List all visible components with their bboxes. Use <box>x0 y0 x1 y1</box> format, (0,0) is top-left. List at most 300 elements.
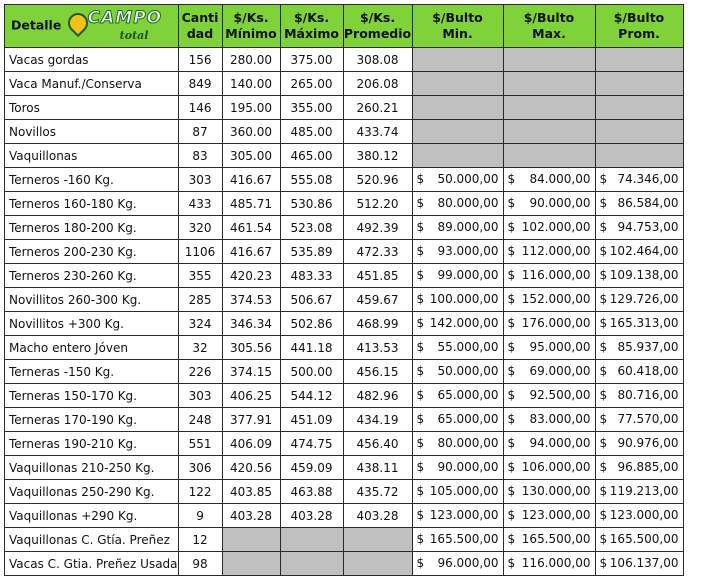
cell-bulto-max <box>503 216 595 240</box>
currency-symbol: $ <box>599 172 608 186</box>
cell-detalle: Toros <box>5 96 179 120</box>
amount-value: 65.000,00 <box>437 412 499 426</box>
cell-bulto-min <box>412 384 503 408</box>
cell-kg-max: 555.08 <box>280 168 343 192</box>
cell-kg-max: 502.86 <box>280 312 343 336</box>
amount-value: 84.000,00 <box>529 172 591 186</box>
cell-empty <box>503 120 595 144</box>
cell-empty <box>595 120 683 144</box>
cell-kg-max: 535.89 <box>280 240 343 264</box>
cell-detalle: Terneros -160 Kg. <box>5 168 179 192</box>
currency-symbol: $ <box>507 316 516 330</box>
cell-kg-min: 406.25 <box>222 384 280 408</box>
currency-symbol: $ <box>416 244 425 258</box>
cell-bulto-max <box>503 480 595 504</box>
cell-bulto-avg <box>595 384 683 408</box>
cell-kg-max: 544.12 <box>280 384 343 408</box>
logo-total-text: total <box>119 29 149 42</box>
cell-detalle: Vaquillonas C. Gtía. Preñez <box>5 528 179 552</box>
cell-kg-max: 483.33 <box>280 264 343 288</box>
cell-bulto-max <box>503 504 595 528</box>
cell-cantidad: 83 <box>178 144 222 168</box>
header-detalle <box>5 5 179 48</box>
table-row <box>5 120 684 144</box>
cell-kg-avg: 468.99 <box>343 312 412 336</box>
cell-kg-min: 416.67 <box>222 240 280 264</box>
amount-value: 123.000,00 <box>429 508 499 522</box>
cell-cantidad: 87 <box>178 120 222 144</box>
cell-kg-avg: 380.12 <box>343 144 412 168</box>
cell-kg-avg: 520.96 <box>343 168 412 192</box>
table-row <box>5 96 684 120</box>
currency-symbol: $ <box>416 292 425 306</box>
cell-empty <box>412 144 503 168</box>
cell-empty <box>595 96 683 120</box>
currency-symbol: $ <box>599 436 608 450</box>
header-row <box>5 5 684 48</box>
cell-kg-max: 500.00 <box>280 360 343 384</box>
cell-kg-min: 195.00 <box>222 96 280 120</box>
amount-value: 165.500,00 <box>521 532 591 546</box>
currency-symbol: $ <box>416 364 425 378</box>
amount-value: 99.000,00 <box>437 268 499 282</box>
amount-value: 93.000,00 <box>437 244 499 258</box>
cell-cantidad: 226 <box>178 360 222 384</box>
cell-kg-avg: 206.08 <box>343 72 412 96</box>
header-detalle-label: Detalle <box>11 17 62 33</box>
table-row <box>5 240 684 264</box>
cell-bulto-min <box>412 192 503 216</box>
cell-empty <box>595 144 683 168</box>
table-row <box>5 168 684 192</box>
table-row <box>5 552 684 576</box>
cell-empty <box>595 48 683 72</box>
cell-kg-min: 403.28 <box>222 504 280 528</box>
cell-bulto-max <box>503 528 595 552</box>
cell-kg-min: 403.85 <box>222 480 280 504</box>
cell-bulto-avg <box>595 504 683 528</box>
cell-kg-min: 374.15 <box>222 360 280 384</box>
cell-kg-max: 375.00 <box>280 48 343 72</box>
cell-kg-avg: 456.40 <box>343 432 412 456</box>
cell-kg-min: 305.00 <box>222 144 280 168</box>
cell-bulto-min <box>412 312 503 336</box>
cell-bulto-min <box>412 360 503 384</box>
cell-cantidad: 32 <box>178 336 222 360</box>
amount-value: 119.213,00 <box>609 484 679 498</box>
cell-detalle: Vaquillonas 210-250 Kg. <box>5 456 179 480</box>
currency-symbol: $ <box>599 340 608 354</box>
amount-value: 176.000,00 <box>521 316 591 330</box>
cell-detalle: Novillitos 260-300 Kg. <box>5 288 179 312</box>
currency-symbol: $ <box>599 412 608 426</box>
cell-cantidad: 303 <box>178 168 222 192</box>
cell-empty <box>412 72 503 96</box>
cell-kg-avg: 492.39 <box>343 216 412 240</box>
cell-cantidad: 98 <box>178 552 222 576</box>
cell-kg-min: 346.34 <box>222 312 280 336</box>
cell-kg-avg: 459.67 <box>343 288 412 312</box>
table-row <box>5 456 684 480</box>
currency-symbol: $ <box>599 268 608 282</box>
currency-symbol: $ <box>416 412 425 426</box>
cell-bulto-max <box>503 456 595 480</box>
table-row <box>5 144 684 168</box>
currency-symbol: $ <box>507 172 516 186</box>
cell-bulto-avg <box>595 288 683 312</box>
cell-kg-min: 420.23 <box>222 264 280 288</box>
cell-cantidad: 355 <box>178 264 222 288</box>
price-table <box>4 4 684 576</box>
currency-symbol: $ <box>507 412 516 426</box>
currency-symbol: $ <box>507 508 516 522</box>
cell-bulto-min <box>412 528 503 552</box>
cell-bulto-avg <box>595 432 683 456</box>
cell-detalle: Macho entero Jóven <box>5 336 179 360</box>
currency-symbol: $ <box>507 556 516 570</box>
cell-cantidad: 285 <box>178 288 222 312</box>
cell-bulto-max <box>503 168 595 192</box>
amount-value: 90.976,00 <box>617 436 679 450</box>
currency-symbol: $ <box>599 508 608 522</box>
cell-detalle: Vaquillonas 250-290 Kg. <box>5 480 179 504</box>
cell-detalle: Terneros 180-200 Kg. <box>5 216 179 240</box>
cell-kg-max: 463.88 <box>280 480 343 504</box>
cell-bulto-max <box>503 264 595 288</box>
cell-bulto-max <box>503 432 595 456</box>
amount-value: 86.584,00 <box>617 196 679 210</box>
currency-symbol: $ <box>416 460 425 474</box>
table-row <box>5 216 684 240</box>
currency-symbol: $ <box>599 292 608 306</box>
currency-symbol: $ <box>599 196 608 210</box>
cell-kg-max: 403.28 <box>280 504 343 528</box>
currency-symbol: $ <box>416 436 425 450</box>
header-kg-avg: $/Ks. Promedio <box>343 5 412 48</box>
cell-empty <box>343 552 412 576</box>
amount-value: 109.138,00 <box>609 268 679 282</box>
cell-bulto-avg <box>595 336 683 360</box>
amount-value: 80.716,00 <box>617 388 679 402</box>
cell-cantidad: 146 <box>178 96 222 120</box>
amount-value: 50.000,00 <box>437 364 499 378</box>
amount-value: 92.500,00 <box>529 388 591 402</box>
table-row <box>5 528 684 552</box>
currency-symbol: $ <box>416 172 425 186</box>
cell-kg-max: 441.18 <box>280 336 343 360</box>
header-bulto-max: $/Bulto Max. <box>503 5 595 48</box>
cell-kg-max: 485.00 <box>280 120 343 144</box>
cell-kg-max: 506.67 <box>280 288 343 312</box>
currency-symbol: $ <box>416 340 425 354</box>
table-body <box>5 48 684 576</box>
cell-kg-avg: 472.33 <box>343 240 412 264</box>
cell-bulto-max <box>503 240 595 264</box>
amount-value: 85.937,00 <box>617 340 679 354</box>
cell-bulto-min <box>412 264 503 288</box>
cell-cantidad: 433 <box>178 192 222 216</box>
currency-symbol: $ <box>507 388 516 402</box>
currency-symbol: $ <box>416 268 425 282</box>
cell-bulto-avg <box>595 408 683 432</box>
currency-symbol: $ <box>507 436 516 450</box>
cell-bulto-avg <box>595 264 683 288</box>
cell-kg-max: 459.09 <box>280 456 343 480</box>
cell-cantidad: 324 <box>178 312 222 336</box>
cell-kg-avg: 451.85 <box>343 264 412 288</box>
currency-symbol: $ <box>416 532 425 546</box>
currency-symbol: $ <box>507 292 516 306</box>
cell-empty <box>222 528 280 552</box>
cell-kg-avg: 434.19 <box>343 408 412 432</box>
cell-empty <box>343 528 412 552</box>
cell-bulto-max <box>503 288 595 312</box>
logo-campo-text: CAMPO <box>87 8 163 28</box>
currency-symbol: $ <box>416 196 425 210</box>
table-row <box>5 288 684 312</box>
cell-bulto-max <box>503 360 595 384</box>
cell-kg-avg: 433.74 <box>343 120 412 144</box>
cell-bulto-max <box>503 192 595 216</box>
cell-kg-min: 406.09 <box>222 432 280 456</box>
currency-symbol: $ <box>416 388 425 402</box>
cell-kg-max: 530.86 <box>280 192 343 216</box>
cell-kg-max: 265.00 <box>280 72 343 96</box>
cell-empty <box>222 552 280 576</box>
cell-kg-min: 360.00 <box>222 120 280 144</box>
currency-symbol: $ <box>599 364 608 378</box>
currency-symbol: $ <box>599 388 608 402</box>
cell-kg-min: 374.53 <box>222 288 280 312</box>
cell-bulto-min <box>412 216 503 240</box>
cell-cantidad: 551 <box>178 432 222 456</box>
cell-cantidad: 320 <box>178 216 222 240</box>
table-row <box>5 312 684 336</box>
cell-bulto-min <box>412 456 503 480</box>
cell-bulto-min <box>412 408 503 432</box>
cell-empty <box>595 72 683 96</box>
cell-detalle: Terneros 160-180 Kg. <box>5 192 179 216</box>
cell-bulto-avg <box>595 456 683 480</box>
amount-value: 90.000,00 <box>437 460 499 474</box>
cell-empty <box>280 528 343 552</box>
cell-empty <box>503 144 595 168</box>
currency-symbol: $ <box>507 220 516 234</box>
currency-symbol: $ <box>599 556 608 570</box>
currency-symbol: $ <box>599 484 608 498</box>
cell-empty <box>503 48 595 72</box>
table-row <box>5 48 684 72</box>
amount-value: 94.000,00 <box>529 436 591 450</box>
currency-symbol: $ <box>416 556 425 570</box>
currency-symbol: $ <box>507 340 516 354</box>
currency-symbol: $ <box>599 220 608 234</box>
cell-empty <box>503 96 595 120</box>
currency-symbol: $ <box>507 268 516 282</box>
amount-value: 106.137,00 <box>609 556 679 570</box>
cell-bulto-avg <box>595 216 683 240</box>
table-row <box>5 360 684 384</box>
table-row <box>5 384 684 408</box>
amount-value: 130.000,00 <box>521 484 591 498</box>
cell-detalle: Terneros 230-260 Kg. <box>5 264 179 288</box>
cell-cantidad: 9 <box>178 504 222 528</box>
table-row <box>5 72 684 96</box>
cell-detalle: Terneras 170-190 Kg. <box>5 408 179 432</box>
cell-bulto-min <box>412 552 503 576</box>
amount-value: 112.000,00 <box>521 244 591 258</box>
cell-detalle: Terneras 190-210 Kg. <box>5 432 179 456</box>
amount-value: 55.000,00 <box>437 340 499 354</box>
cell-bulto-avg <box>595 480 683 504</box>
cell-detalle: Novillitos +300 Kg. <box>5 312 179 336</box>
cell-kg-avg: 308.08 <box>343 48 412 72</box>
header-kg-min: $/Ks. Mínimo <box>222 5 280 48</box>
cell-kg-avg: 438.11 <box>343 456 412 480</box>
cell-empty <box>412 96 503 120</box>
amount-value: 96.885,00 <box>617 460 679 474</box>
cell-kg-min: 305.56 <box>222 336 280 360</box>
amount-value: 80.000,00 <box>437 196 499 210</box>
cell-bulto-max <box>503 384 595 408</box>
cell-bulto-min <box>412 288 503 312</box>
amount-value: 50.000,00 <box>437 172 499 186</box>
cell-detalle: Vaca Manuf./Conserva <box>5 72 179 96</box>
table-row <box>5 336 684 360</box>
currency-symbol: $ <box>416 220 425 234</box>
amount-value: 80.000,00 <box>437 436 499 450</box>
amount-value: 129.726,00 <box>609 292 679 306</box>
amount-value: 152.000,00 <box>521 292 591 306</box>
amount-value: 165.313,00 <box>609 316 679 330</box>
amount-value: 105.000,00 <box>429 484 499 498</box>
table-row <box>5 408 684 432</box>
campo-total-logo <box>68 8 163 43</box>
amount-value: 77.570,00 <box>617 412 679 426</box>
amount-value: 94.753,00 <box>617 220 679 234</box>
cell-kg-min: 485.71 <box>222 192 280 216</box>
amount-value: 102.000,00 <box>521 220 591 234</box>
table-row <box>5 504 684 528</box>
amount-value: 116.000,00 <box>521 268 591 282</box>
amount-value: 65.000,00 <box>437 388 499 402</box>
amount-value: 116.000,00 <box>521 556 591 570</box>
cell-detalle: Terneras 150-170 Kg. <box>5 384 179 408</box>
cell-detalle: Terneras -150 Kg. <box>5 360 179 384</box>
cell-kg-max: 355.00 <box>280 96 343 120</box>
cell-detalle: Novillos <box>5 120 179 144</box>
currency-symbol: $ <box>599 532 608 546</box>
currency-symbol: $ <box>599 460 608 474</box>
cell-kg-min: 461.54 <box>222 216 280 240</box>
cell-empty <box>280 552 343 576</box>
cell-cantidad: 849 <box>178 72 222 96</box>
cell-bulto-min <box>412 432 503 456</box>
currency-symbol: $ <box>599 316 608 330</box>
cell-bulto-min <box>412 240 503 264</box>
cell-bulto-min <box>412 480 503 504</box>
currency-symbol: $ <box>507 196 516 210</box>
cell-empty <box>412 48 503 72</box>
cell-kg-max: 474.75 <box>280 432 343 456</box>
currency-symbol: $ <box>416 508 425 522</box>
amount-value: 90.000,00 <box>529 196 591 210</box>
cell-empty <box>503 72 595 96</box>
cell-cantidad: 303 <box>178 384 222 408</box>
cell-kg-min: 140.00 <box>222 72 280 96</box>
cell-kg-min: 280.00 <box>222 48 280 72</box>
table-row <box>5 432 684 456</box>
cell-empty <box>412 120 503 144</box>
cell-kg-avg: 456.15 <box>343 360 412 384</box>
table-row <box>5 192 684 216</box>
currency-symbol: $ <box>507 484 516 498</box>
cell-bulto-avg <box>595 360 683 384</box>
cell-cantidad: 12 <box>178 528 222 552</box>
header-kg-max: $/Ks. Máximo <box>280 5 343 48</box>
currency-symbol: $ <box>507 244 516 258</box>
cell-bulto-max <box>503 408 595 432</box>
amount-value: 96.000,00 <box>437 556 499 570</box>
amount-value: 60.418,00 <box>617 364 679 378</box>
cell-bulto-max <box>503 552 595 576</box>
cell-bulto-avg <box>595 552 683 576</box>
currency-symbol: $ <box>507 460 516 474</box>
amount-value: 123.000,00 <box>609 508 679 522</box>
cell-detalle: Vaquillonas <box>5 144 179 168</box>
amount-value: 142.000,00 <box>429 316 499 330</box>
cell-kg-avg: 260.21 <box>343 96 412 120</box>
currency-symbol: $ <box>416 316 425 330</box>
table-row <box>5 480 684 504</box>
cell-bulto-avg <box>595 528 683 552</box>
amount-value: 165.500,00 <box>609 532 679 546</box>
header-bulto-min: $/Bulto Min. <box>412 5 503 48</box>
cell-kg-min: 377.91 <box>222 408 280 432</box>
cell-kg-max: 465.00 <box>280 144 343 168</box>
amount-value: 69.000,00 <box>529 364 591 378</box>
cell-kg-min: 416.67 <box>222 168 280 192</box>
cell-kg-min: 420.56 <box>222 456 280 480</box>
cell-detalle: Vacas C. Gtia. Preñez Usada <box>5 552 179 576</box>
cell-cantidad: 1106 <box>178 240 222 264</box>
amount-value: 102.464,00 <box>609 244 679 258</box>
header-cantidad: Canti dad <box>178 5 222 48</box>
cell-bulto-avg <box>595 312 683 336</box>
cell-bulto-max <box>503 336 595 360</box>
cell-bulto-avg <box>595 168 683 192</box>
cell-kg-avg: 512.20 <box>343 192 412 216</box>
amount-value: 83.000,00 <box>529 412 591 426</box>
cell-bulto-max <box>503 312 595 336</box>
cell-cantidad: 248 <box>178 408 222 432</box>
currency-symbol: $ <box>507 364 516 378</box>
amount-value: 100.000,00 <box>429 292 499 306</box>
header-bulto-avg: $/Bulto Prom. <box>595 5 683 48</box>
amount-value: 165.500,00 <box>429 532 499 546</box>
cell-bulto-min <box>412 336 503 360</box>
amount-value: 95.000,00 <box>529 340 591 354</box>
cell-kg-max: 451.09 <box>280 408 343 432</box>
amount-value: 123.000,00 <box>521 508 591 522</box>
currency-symbol: $ <box>507 532 516 546</box>
amount-value: 74.346,00 <box>617 172 679 186</box>
currency-symbol: $ <box>416 484 425 498</box>
cell-detalle: Vaquillonas +290 Kg. <box>5 504 179 528</box>
cell-cantidad: 306 <box>178 456 222 480</box>
cell-cantidad: 122 <box>178 480 222 504</box>
cell-bulto-min <box>412 504 503 528</box>
